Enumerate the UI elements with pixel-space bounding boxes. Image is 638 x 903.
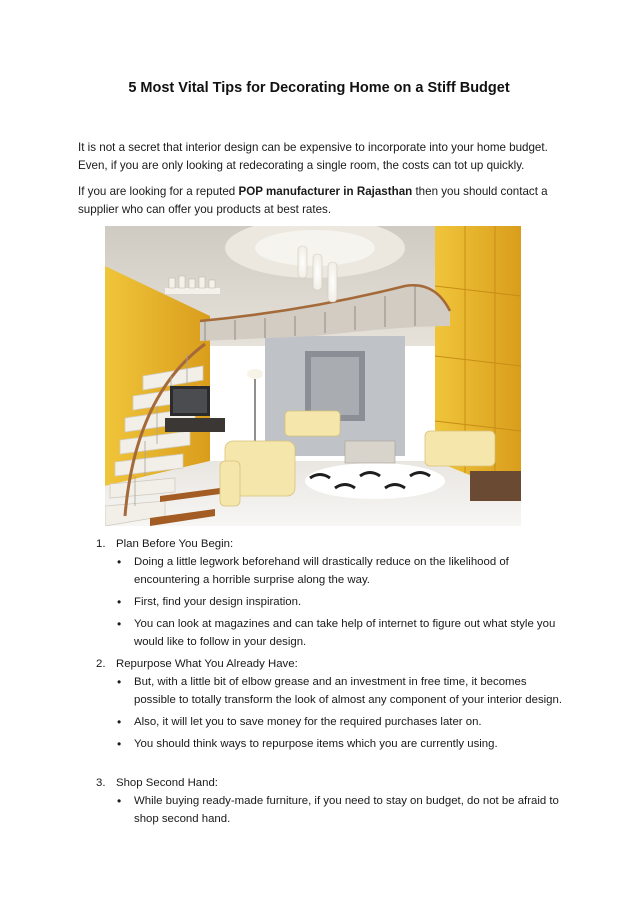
section-plan: [96, 535, 566, 655]
cta-bold-link-text: POP manufacturer in Rajasthan: [238, 185, 413, 198]
list-item: • Also, it will let you to save money for the required purchases later on.: [96, 713, 566, 731]
interior-room-photo: [105, 226, 521, 526]
bullet-list: [96, 792, 566, 828]
section-second-hand: [96, 774, 566, 832]
bullet-list: [96, 553, 566, 651]
list-item: • First, find your design inspiration.: [96, 593, 566, 611]
bullet-list: [96, 673, 566, 753]
section-number: 3.: [96, 777, 106, 789]
section-heading: [96, 655, 566, 673]
section-number: 2.: [96, 658, 106, 670]
section-heading: [96, 774, 566, 792]
section-title: Plan Before You Begin:: [116, 538, 234, 550]
document-title: 5 Most Vital Tips for Decorating Home on a Stiff Budget: [128, 80, 510, 96]
list-item: • You should think ways to repurpose items which you are currently using.: [96, 735, 566, 753]
cta-text-before: If you are looking for a reputed: [78, 185, 239, 198]
intro-paragraph: It is not a secret that interior design can be expensive to incorporate into your home budget. Even, if you are only looking at redecorating a single room, the costs can tot up quickly.: [78, 141, 548, 172]
section-repurpose: [96, 655, 566, 757]
section-heading: [96, 535, 566, 553]
cta-paragraph: [78, 183, 568, 219]
list-item: • But, with a little bit of elbow grease and an investment in free time, it becomes possible to totally transform the look of almost any component of your interior design.: [96, 673, 566, 709]
section-title: Shop Second Hand:: [116, 777, 218, 789]
cta-text-after: then you should contact a supplier who can offer you products at best rates.: [78, 185, 548, 216]
section-number: 1.: [96, 538, 106, 550]
list-item: • Doing a little legwork beforehand will drastically reduce on the likelihood of encountering a horrible surprise along the way.: [96, 553, 566, 589]
section-title: Repurpose What You Already Have:: [116, 658, 298, 670]
list-item: • While buying ready-made furniture, if you need to stay on budget, do not be afraid to shop second hand.: [96, 792, 566, 828]
list-item: • You can look at magazines and can take help of internet to figure out what style you would like to follow in your design.: [96, 615, 566, 651]
